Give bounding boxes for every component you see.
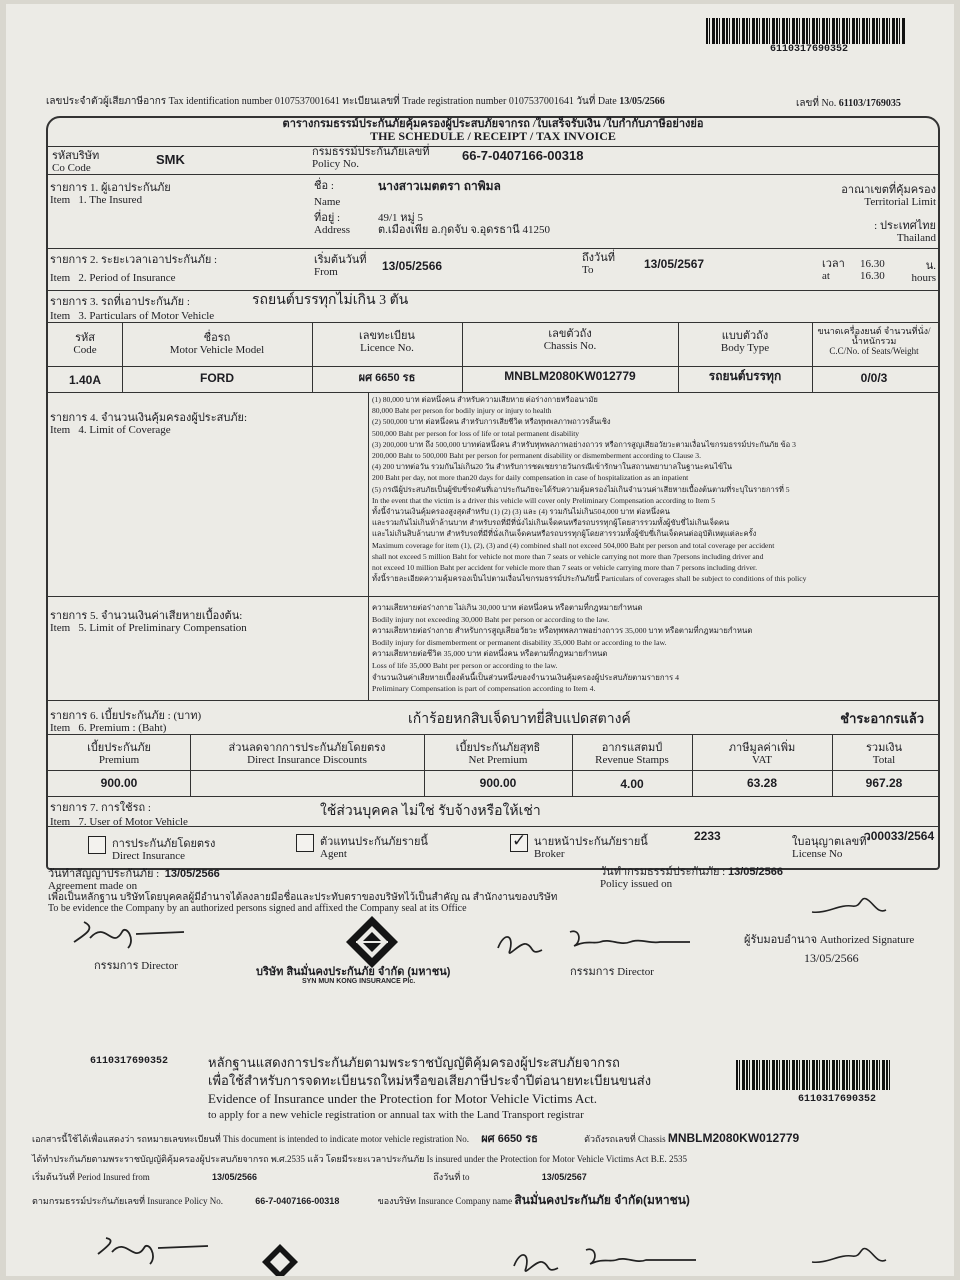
col-cc: ขนาดเครื่องยนต์ จำนวนที่นั่ง/น้ำหนักรวม C.C/No. of Seats/Weight — [817, 326, 931, 356]
director1-label: กรรมการ Director — [94, 960, 178, 972]
vehicle-table-row — [48, 366, 938, 392]
time-unit: น. hours — [911, 260, 936, 284]
coverage-lines — [372, 394, 932, 584]
col-model: ชื่อรถ Motor Vehicle Model — [169, 332, 265, 356]
header-date: 13/05/2566 — [619, 96, 665, 107]
premium-value: 900.00 — [100, 776, 138, 790]
coverage-line: Bodily injury for dismemberment or permanent disability 35,000 Baht or according to the law. — [372, 637, 667, 647]
coverage-line: 200 Baht per day, not more than20 days for daily compensation in case of hospitalization as an inpatient — [372, 473, 689, 483]
item1-label: รายการ 1. ผู้เอาประกันภัย Item 1. The Insured — [50, 182, 171, 206]
period-to: 13/05/2567 — [644, 257, 705, 271]
territory-limit: อาณาเขตที่คุ้มครอง Territorial Limit : ประเทศไทย Thailand — [841, 184, 936, 244]
tax-header-line: เลขประจำตัวผู้เสียภาษีอากร Tax identification number 0107537001641 ทะเบียนเลขที่ Trade registration number 0107537001641 วันที่ Date 13/05/2566 — [46, 96, 665, 107]
chassis-no: MNBLM2080KW012779 — [504, 369, 636, 383]
col-discount: ส่วนลดจากการประกันภัยโดยตรง Direct Insurance Discounts — [228, 742, 386, 766]
doc-number: เลขที่ No. 61103/1769035 — [796, 98, 901, 109]
cc-seats-weight: 0/0/3 — [860, 371, 888, 385]
coverage-line: และไม่เกินสิบล้านบาท สำหรับรถที่มีที่นั่งเกินเจ็ดคนหรือรถบรรทุกผู้โดยสารรวมทั้งผู้ขับขี่เกินเจ็ดคนต่ออุบัติเหตุแต่ละครั้ง — [372, 529, 757, 539]
insured-address: 49/1 หมู่ 5 ต.เมืองเพีย อ.กุดจับ จ.อุดรธานี 41250 — [378, 212, 550, 236]
company-name-th: บริษัท สินมั่นคงประกันภัย จำกัด (มหาชน) — [256, 966, 451, 978]
slip-policy-value: 66-7-0407166-00318 — [255, 1196, 340, 1206]
slip-title: หลักฐานแสดงการประกันภัยตามพระราชบัญญัติคุ้มครองผู้ประสบภัยจากรถ เพื่อใช้สำหรับการจดทะเบียนรถใหม่หรือขอเสียภาษีประจำปีต่อนายทะเบียนขนส่ง Evidence of Insurance under the Protection for Motor Vehicle Victims Act. to apply for a new vehicle registration or annual tax with the Land Transport registrar — [208, 1055, 652, 1121]
vehicle-table-header — [48, 322, 938, 366]
col-vat: ภาษีมูลค่าเพิ่ม VAT — [728, 742, 796, 766]
director1-signature — [66, 910, 196, 960]
slip-registration-line: เอกสารนี้ใช้ได้เพื่อแสดงว่า รถหมายเลขทะเบียนที่ This document is intended to indicate motor vehicle registration No. ผศ 6650 รธ ตัวถังรถเลขที่ Chassis MNBLM2080KW012779 — [32, 1131, 800, 1145]
coverage-line: 200,000 Baht to 500,000 Baht per person for permanent disability or dismemberment according to Clause 3. — [372, 451, 701, 461]
stamps-value: 4.00 — [620, 777, 644, 791]
licence-no: ผศ 6650 รธ — [358, 372, 416, 384]
agent-label: ตัวแทนประกันภัยรายนี้ Agent — [320, 836, 428, 860]
direct-insurance-checkbox[interactable] — [88, 836, 106, 854]
coverage-line: ความเสียหายต่อร่างกาย ไม่เกิน 30,000 บาท ต่อหนึ่งคน หรือตามที่กฎหมายกำหนด — [372, 603, 643, 612]
authorized-signature-mark — [806, 884, 896, 924]
coverage-line: (1) 80,000 บาท ต่อหนึ่งคน สำหรับความเสียหาย ต่อร่างกายหรืออนามัย — [372, 395, 598, 404]
period-to-label: ถึงวันที่ To — [582, 252, 615, 276]
address-label: ที่อยู่ : Address — [314, 212, 351, 236]
authorized-label: ผู้รับมอบอำนาจ Authorized Signature — [744, 934, 915, 946]
slip-from-value: 13/05/2566 — [211, 1172, 258, 1182]
policy-issued: วันทำกรมธรรม์ประกันภัย : 13/05/2566 Policy issued on — [600, 866, 784, 890]
premium-table-header — [48, 734, 938, 770]
evidence-statement: เพื่อเป็นหลักฐาน บริษัทโดยบุคคลผู้มีอำนาจได้ลงลายมือชื่อและประทับตราของบริษัทไว้เป็นสำคัญ ณ สำนักงานของบริษัท To be evidence the Company by an authorized persons signed and affixed the Company seal at its Office — [48, 892, 558, 914]
slip-period-line: เริ่มต้นวันที่ Period Insured from 13/05/2566 ถึงวันที่ to 13/05/2567 — [32, 1172, 587, 1182]
coverage-line: ทั้งนี้จำนวนเงินคุ้มครองสูงสุดสำหรับ (1) (2) (3) และ (4) รวมกันไม่เกิน504,000 บาท ต่อหนึ่งคน — [372, 507, 670, 517]
coverage-line: Loss of life 35,000 Baht per person or according to the law. — [372, 660, 558, 670]
slip-chassis-value: MNBLM2080KW012779 — [667, 1131, 800, 1145]
co-code-label: รหัสบริษัท Co Code — [52, 150, 100, 174]
period-from: 13/05/2566 — [382, 259, 443, 273]
issued-date: 13/05/2566 — [727, 866, 784, 878]
coverage-line: ความเสียหายต่อร่างกาย สำหรับการสูญเสียอวัยวะ หรือทุพพลภาพอย่างถาวร 35,000 บาท หรือตามที่กฎหมายกำหนด — [372, 626, 753, 636]
authorized-date: 13/05/2566 — [804, 951, 859, 965]
coverage-line: (3) 200,000 บาท ถึง 500,000 บาทต่อหนึ่งคน สำหรับทุพพลภาพอย่างถาวร หรือการสูญเสียอวัยวะตามเงื่อนไขกรมธรรม์ประกันภัย ข้อ 3 — [372, 439, 796, 449]
coverage-line: ความเสียหายต่อชีวิต 35,000 บาท ต่อหนึ่งคน หรือตามที่กฎหมายกำหนด — [372, 649, 608, 659]
stamp-paid: ชำระอากรแล้ว — [840, 711, 924, 726]
vat-value: 63.28 — [746, 776, 778, 790]
direct-insurance-label: การประกันภัยโดยตรง Direct Insurance — [112, 838, 216, 862]
slip-barcode — [736, 1060, 890, 1090]
coverage-line: Bodily injury not exceeding 30,000 Baht per person or according to the law. — [372, 614, 610, 624]
vehicle-model: FORD — [200, 371, 234, 385]
col-stamps: อากรแสตมป์ Revenue Stamps — [595, 742, 669, 766]
director2-signature — [490, 920, 700, 964]
coverage-line: 500,000 Baht per person for loss of life or total permanent disability — [372, 428, 580, 438]
policy-document — [6, 4, 954, 1276]
company-name-en: SYN MUN KONG INSURANCE Plc. — [302, 978, 416, 985]
col-chassis: เลขตัวถัง Chassis No. — [543, 328, 597, 352]
item6-label: รายการ 6. เบี้ยประกันภัย : (บาท) Item 6. Premium : (Baht) — [50, 710, 202, 734]
time-label: เวลา at — [822, 258, 845, 282]
name-label: ชื่อ : Name — [314, 180, 341, 208]
co-code-value: SMK — [156, 152, 185, 167]
coverage-line: (5) กรณีผู้ประสบภัยเป็นผู้ขับขี่รถคันที่เอาประกันภัยจะได้รับความคุ้มครองไม่เกินจำนวนค่าเสียหายเบื้องต้นตามที่ระบุในรายการที่ 5 — [372, 484, 790, 494]
slip-company-logo — [260, 1242, 300, 1276]
net-premium-value: 900.00 — [479, 776, 517, 790]
slip-number-left: 6110317690352 — [90, 1056, 169, 1067]
slip-director1-signature — [90, 1230, 220, 1274]
coverage-line: จำนวนเงินค่าเสียหายเบื้องต้นนี้เป็นส่วนหนึ่งของจำนวนเงินคุ้มครองผู้ประสบภัยตามรายการ 4 — [372, 672, 679, 682]
col-code: รหัส Code — [73, 332, 97, 356]
coverage-line: not exceed 10 million Baht per accident for vehicle more than 7 seats or vehicle carrying more than 7 persons including driver. — [372, 563, 758, 573]
item2-label: รายการ 2. ระยะเวลาเอาประกันภัย : Item 2. Period of Insurance — [50, 254, 218, 284]
check-mark-icon: ✓ — [512, 831, 527, 851]
col-total: รวมเงิน Total — [866, 742, 902, 766]
preliminary-comp-lines — [372, 602, 932, 695]
schedule-title: ตารางกรมธรรม์ประกันภัยคุ้มครองผู้ประสบภัยจากรถ /ใบเสร็จรับเงิน /ใบกำกับภาษีอย่างย่อ THE SCHEDULE / RECEIPT / TAX INVOICE — [282, 118, 704, 143]
item7-label: รายการ 7. การใช้รถ : Item 7. User of Motor Vehicle — [50, 802, 188, 828]
premium-table-row — [48, 770, 938, 796]
policy-no-label: กรมธรรม์ประกันภัยเลขที่ Policy No. — [312, 146, 430, 170]
agreement-date: 13/05/2566 — [164, 868, 220, 880]
col-licence: เลขทะเบียน Licence No. — [359, 330, 415, 354]
coverage-line: (4) 200 บาทต่อวัน รวมกันไม่เกิน20 วัน สำหรับการชดเชยรายวันกรณีเข้ารักษาในสถานพยาบาลในฐานะคนไข้ใน — [372, 462, 733, 472]
period-from-label: เริ่มต้นวันที่ From — [314, 254, 367, 278]
slip-company-value: สินมั่นคงประกันภัย จำกัด(มหาชน) — [514, 1193, 690, 1207]
broker-label: นายหน้าประกันภัยรายนี้ Broker — [534, 836, 648, 860]
col-body: แบบตัวถัง Body Type — [720, 330, 770, 354]
slip-policy-line: ตามกรมธรรม์ประกันภัยเลขที่ Insurance Policy No. 66-7-0407166-00318 ของบริษัท Insurance Company name สินมั่นคงประกันภัย จำกัด(มหาชน) — [32, 1193, 690, 1207]
vehicle-code: 1.40A — [68, 373, 102, 387]
coverage-line: Preliminary Compensation is part of compensation according to Item 4. — [372, 684, 596, 694]
col-premium: เบี้ยประกันภัย Premium — [87, 742, 151, 766]
barcode — [706, 18, 906, 44]
item4-label: รายการ 4. จำนวนเงินคุ้มครองผู้ประสบภัย: Item 4. Limit of Coverage — [50, 412, 248, 436]
col-net-premium: เบี้ยประกันภัยสุทธิ Net Premium — [455, 742, 541, 766]
vehicle-type: รถยนต์บรรทุกไม่เกิน 3 ตัน — [252, 293, 409, 308]
slip-number-right: 6110317690352 — [798, 1094, 877, 1105]
slip-act-text: ได้ทำประกันภัยตามพระราชบัญญัติคุ้มครองผู้ประสบภัยจากรถ พ.ศ.2535 แล้ว โดยมีระยะเวลาประกันภัย Is insured under the Protection for Motor Vehicle Victims Act B.E. 2535 — [32, 1154, 688, 1164]
coverage-line: shall not exceed 5 million Baht for vehicle not more than 7 seats or vehicle carrying not more than 7persons including driver and — [372, 551, 764, 561]
item5-label: รายการ 5. จำนวนเงินค่าเสียหายเบื้องต้น: Item 5. Limit of Preliminary Compensation — [50, 610, 247, 634]
schedule-frame — [46, 116, 940, 870]
coverage-line: ทั้งนี้รายละเอียดความคุ้มครองเป็นไปตามเงื่อนไขกรมธรรม์ประกันภัยนี้ Particulars of coverages shall be subject to conditions of this policy — [372, 574, 807, 584]
coverage-line: 80,000 Baht per person for bodily injury or injury to health — [372, 406, 552, 416]
body-type: รถยนต์บรรทุก — [708, 369, 782, 383]
insured-name: นางสาวเมตตรา ถาพิมล — [378, 179, 501, 193]
time-values: 16.30 16.30 — [860, 258, 885, 282]
coverage-line: In the event that the victim is a driver this vehicle will cover only Preliminary Compensation according to Item 5 — [372, 495, 716, 505]
director2-label: กรรมการ Director — [570, 966, 654, 978]
broker-checkbox[interactable] — [510, 831, 528, 852]
license-no: ว00033/2564 — [864, 829, 935, 843]
company-logo — [344, 914, 400, 970]
coverage-line: Maximum coverage for item (1), (2), (3) and (4) combined shall not exceed 504,000 Baht per person and total coverage per accident — [372, 540, 775, 550]
premium-in-words: เก้าร้อยหกสิบเจ็ดบาทยี่สิบแปดสตางค์ — [408, 712, 631, 727]
agreement-label: วันทำสัญญาประกันภัย : 13/05/2566 Agreement made on — [48, 868, 220, 892]
license-label: ใบอนุญาตเลขที่ License No — [792, 836, 867, 860]
vehicle-usage: ใช้ส่วนบุคคล ไม่ใช่ รับจ้างหรือให้เช่า — [320, 804, 541, 819]
barcode-number: 6110317690352 — [770, 44, 849, 55]
slip-to-value: 13/05/2567 — [541, 1172, 587, 1182]
slip-reg-value: ผศ 6650 รธ — [481, 1133, 538, 1145]
coverage-line: (2) 500,000 บาท ต่อหนึ่งคน สำหรับการเสียชีวิต หรือทุพพลภาพถาวรสิ้นเชิง — [372, 417, 611, 427]
policy-no-value: 66-7-0407166-00318 — [462, 148, 584, 163]
broker-code: 2233 — [694, 829, 721, 843]
slip-director2-signature — [506, 1240, 706, 1280]
agent-checkbox[interactable] — [296, 834, 314, 852]
coverage-line: และรวมกันไม่เกินห้าล้านบาท สำหรับรถที่มีที่นั่งไม่เกินเจ็ดคนหรือรถบรรทุกผู้โดยสารรวมทั้งผู้ขับขี่ไม่เกินเจ็ดคน — [372, 518, 730, 528]
item3-label: รายการ 3. รถที่เอาประกันภัย : Item 3. Particulars of Motor Vehicle — [50, 296, 215, 322]
slip-authorized-signature — [806, 1238, 896, 1274]
total-value: 967.28 — [865, 776, 903, 790]
